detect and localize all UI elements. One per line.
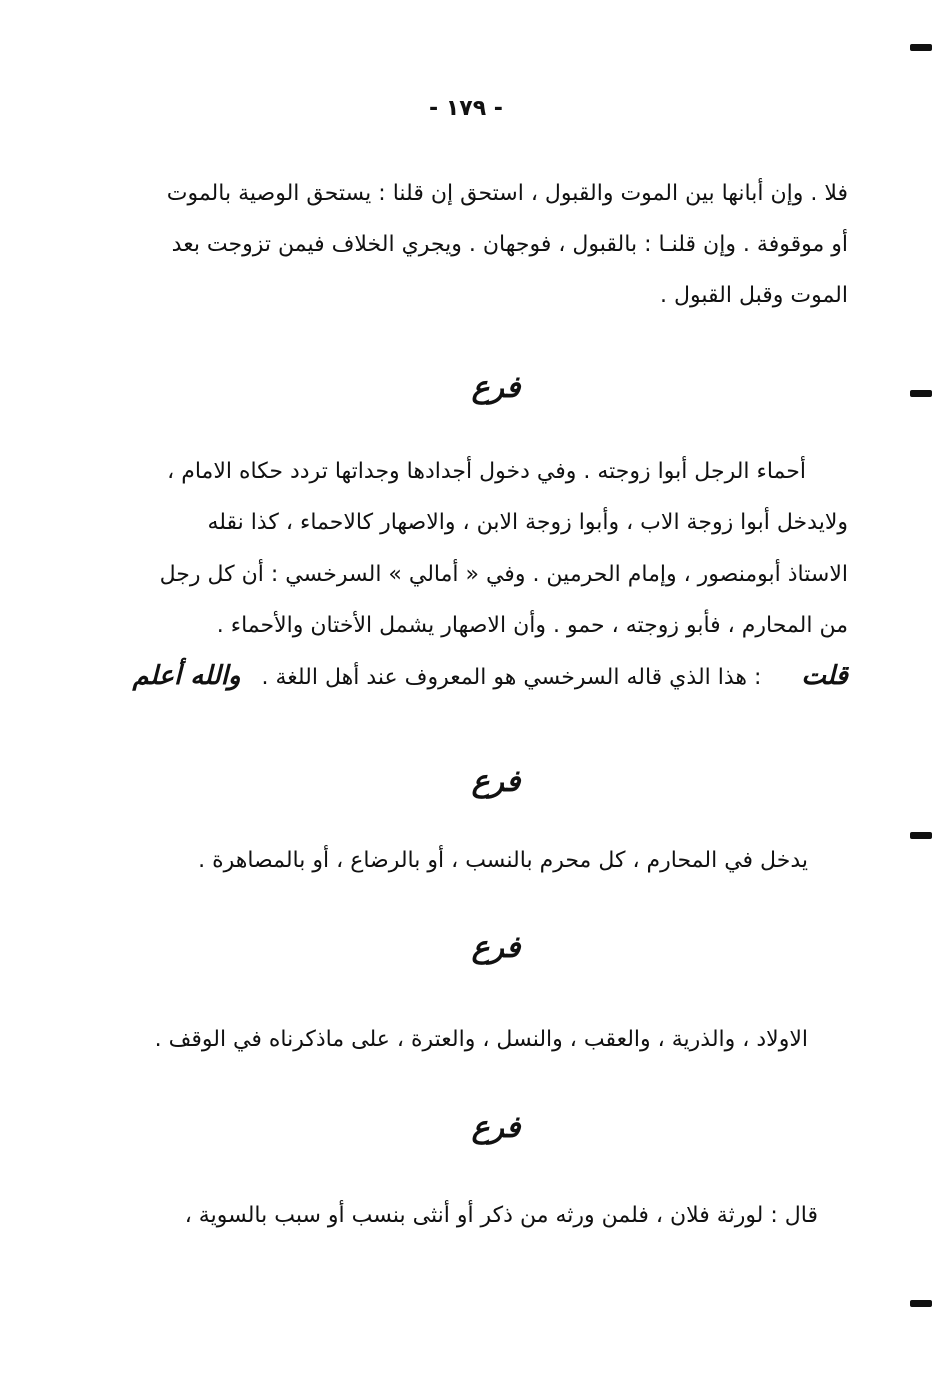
section-heading: فرع: [471, 1110, 521, 1145]
paragraph-line: الموت وقبل القبول .: [660, 283, 848, 308]
paragraph-line: أو موقوفة . وإن قلنـا : بالقبول ، فوجهان . ويجري الخلاف فيمن تزوجت بعد: [171, 232, 848, 257]
margin-mark: [910, 44, 932, 51]
paragraph-line: قال : لورثة فلان ، فلمن ورثه من ذكر أو أنثى بنسب أو سبب بالسوية ،: [184, 1203, 818, 1228]
qult-text: : هذا الذي قاله السرخسي هو المعروف عند أهل اللغة .: [261, 665, 762, 690]
paragraph-line: الاستاذ أبومنصور ، وإمام الحرمين . وفي « أمالي » السرخسي : أن كل رجل: [159, 562, 848, 587]
paragraph-line: من المحارم ، فأبو زوجته ، حمو . وأن الاصهار يشمل الأختان والأحماء .: [216, 613, 848, 638]
closing-phrase: والله أعلم: [132, 661, 241, 691]
qult-label: قلت: [801, 661, 848, 691]
section-heading: فرع: [471, 930, 521, 965]
paragraph-line: يدخل في المحارم ، كل محرم بالنسب ، أو بالرضاع ، أو بالمصاهرة .: [198, 848, 808, 873]
margin-mark: [910, 832, 932, 839]
paragraph-line: ولايدخل أبوا زوجة الاب ، وأبوا زوجة الابن ، والاصهار كالاحماء ، كذا نقله: [207, 510, 848, 535]
section-heading: فرع: [471, 370, 521, 405]
margin-mark: [910, 1300, 932, 1307]
paragraph-line: أحماء الرجل أبوا زوجته . وفي دخول أجدادها وجداتها تردد حكاه الامام ،: [167, 459, 806, 484]
paragraph-line: الاولاد ، والذرية ، والعقب ، والنسل ، والعترة ، على ماذكرناه في الوقف .: [154, 1027, 808, 1052]
section-heading: فرع: [471, 764, 521, 799]
page-number: - ١٧٩ -: [429, 96, 503, 121]
paragraph-line: فلا . وإن أبانها بين الموت والقبول ، استحق إن قلنا : يستحق الوصية بالموت: [166, 181, 848, 206]
qult-line: [133, 660, 848, 694]
